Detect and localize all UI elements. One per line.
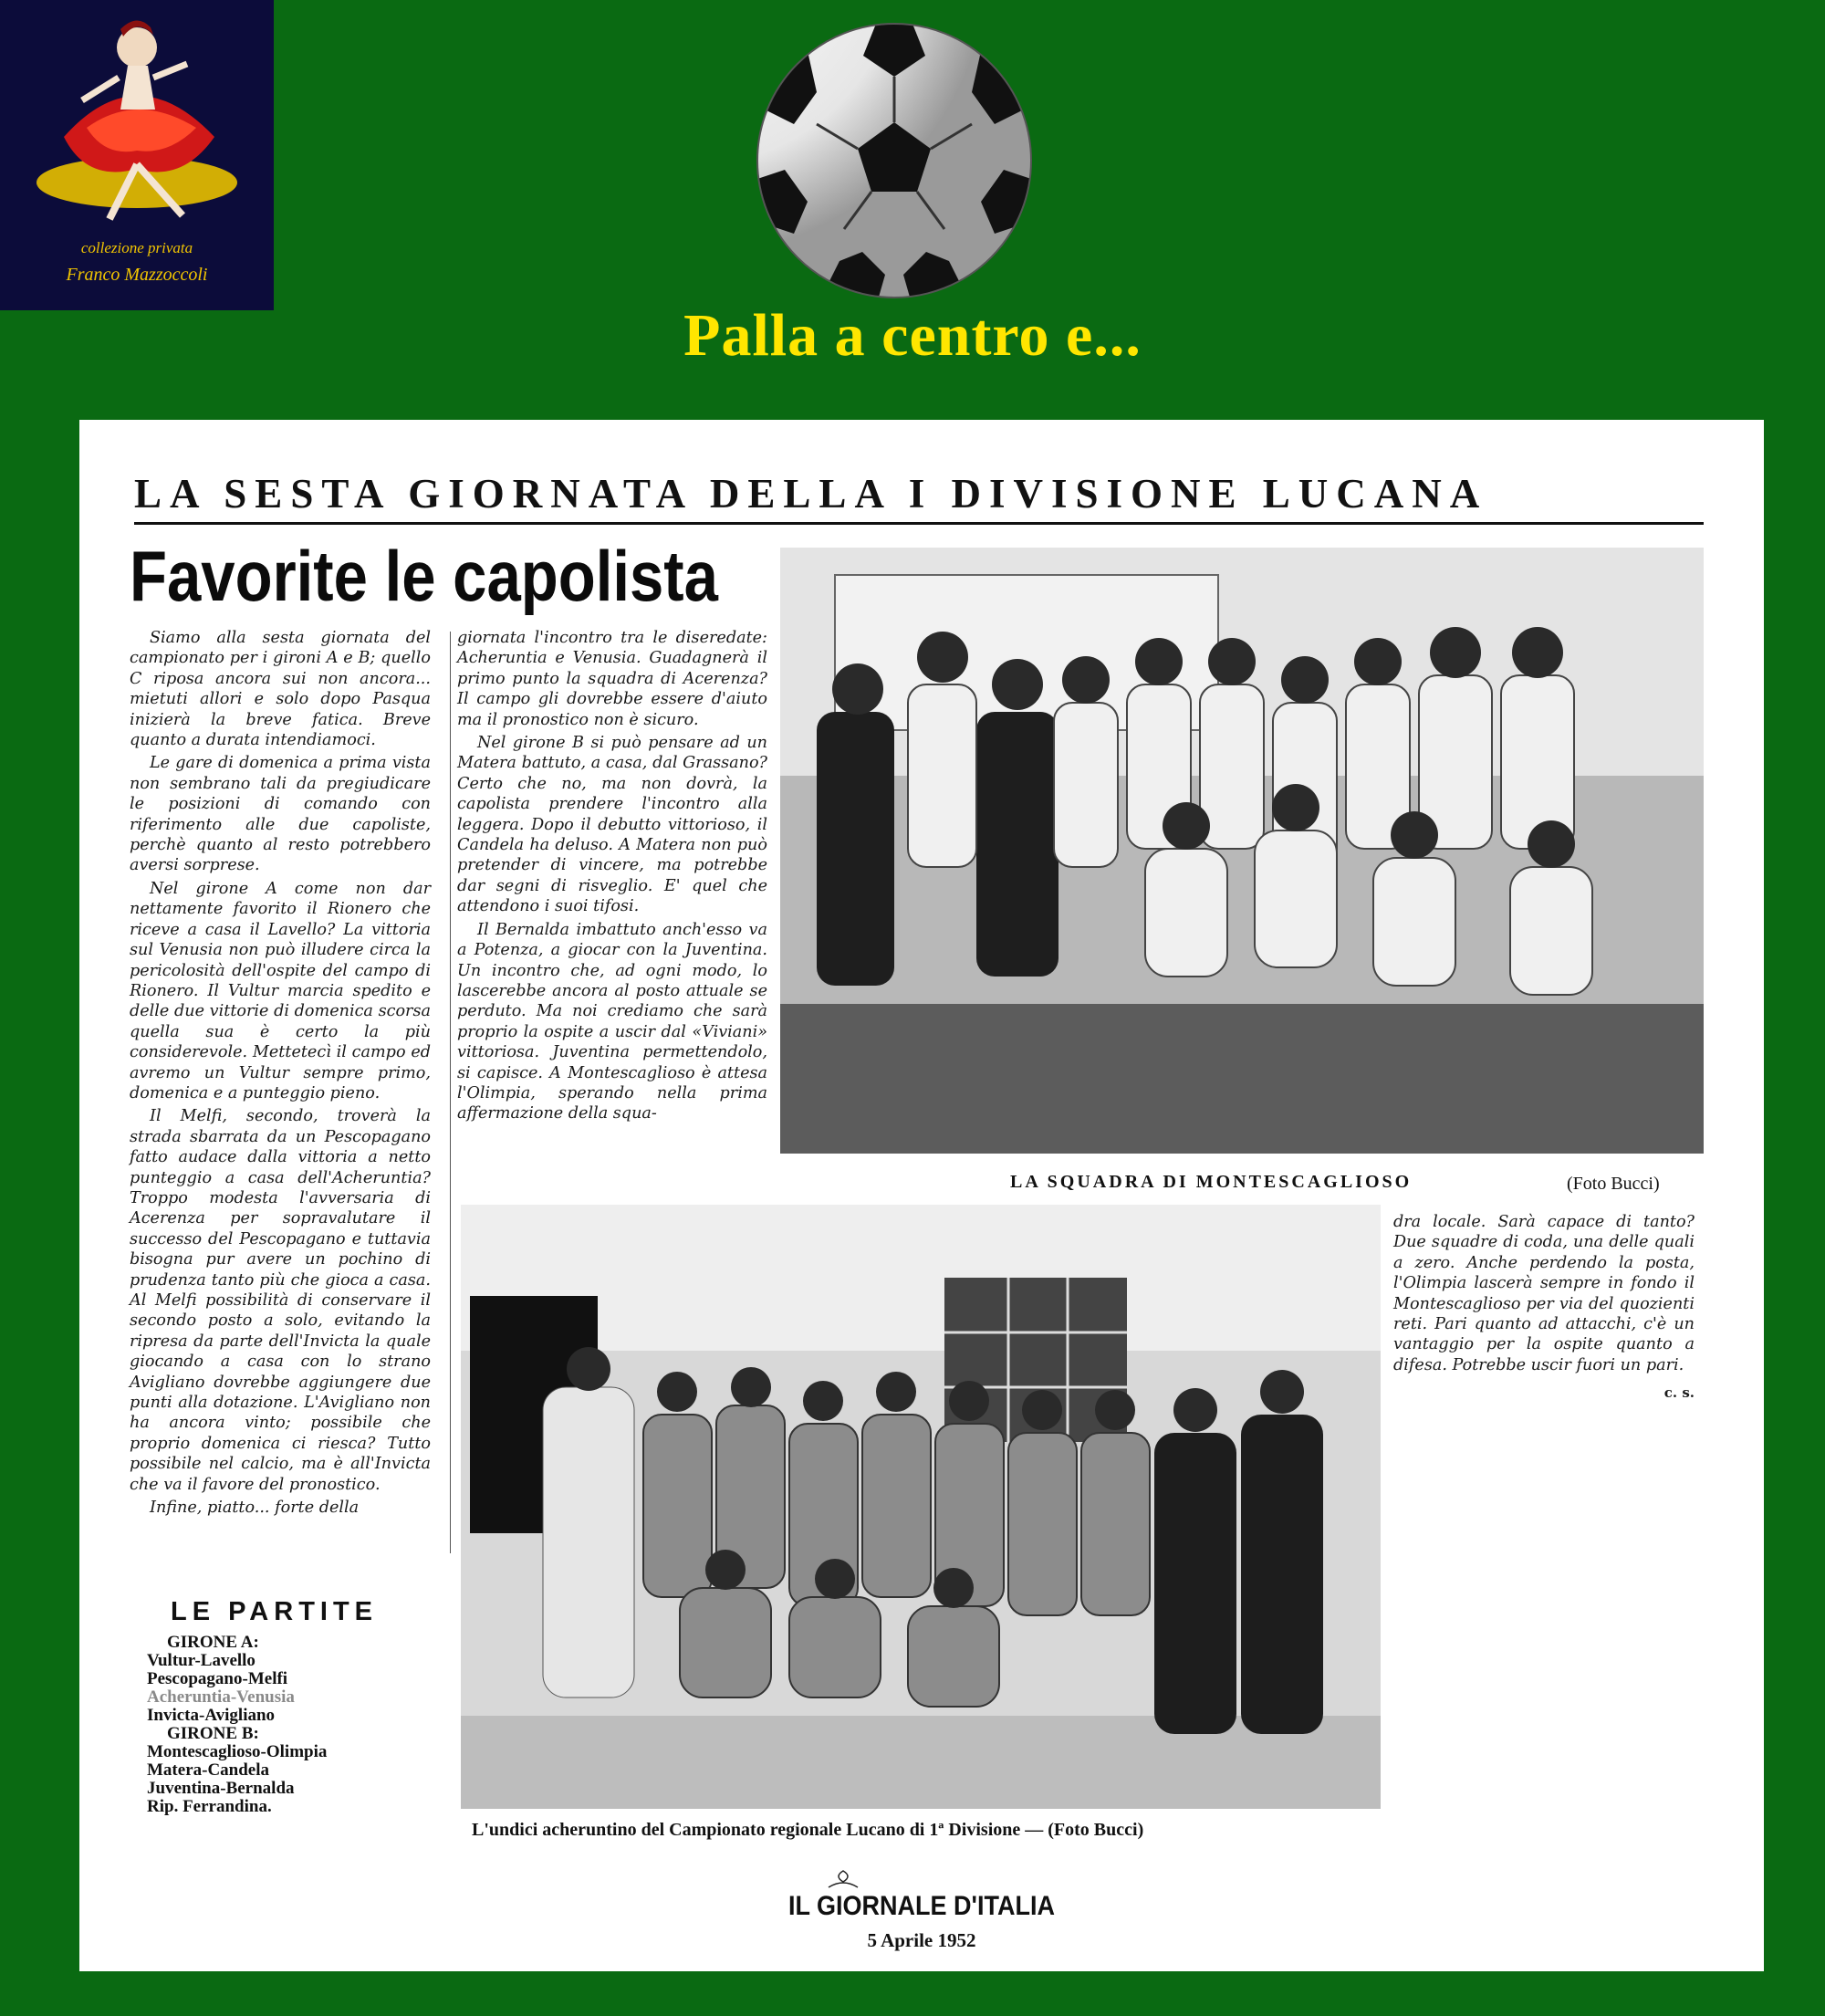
logo-caption-line2: Franco Mazzoccoli bbox=[66, 265, 208, 285]
paragraph: Infine, piatto... forte della bbox=[150, 1499, 360, 1518]
masthead-ornament-icon bbox=[825, 1869, 861, 1893]
team-photo-montescaglioso bbox=[780, 548, 1704, 1154]
paragraph: Siamo alla sesta giornata del campionato per i gironi A e B; quello C riposa ancora sui non ancora... mietuti allori e solo dopo Pasqua inizierà la breve fatica. Breve quanto a durata intendiamoci. bbox=[130, 629, 431, 750]
paragraph: Il Bernalda imbattuto anch'esso va a Potenza, a giocar con la Juventina. Un incontro che, ad ogni modo, lo lascerebbe ancora al posto attuale se perduto. Ma noi crediamo che sarà proprio la ospite a uscir dal «Viviani» vittoriosa. Juventina permettendolo, si capisce. A Montescaglioso è attesa l'Olimpia, sperando nella prima affermazione della squa- bbox=[457, 920, 767, 1123]
paragraph: dra locale. Sarà capace di tanto? Due squadre di coda, una delle quali a zero. Anche perdendo la posta, l'Olimpia lascerà sempre in fondo il Montescaglioso per via del quozienti reti. Pari quanto ad attacchi, c'è un vantaggio per la ospite quanto a difesa. Potrebbe uscir fuori un pari. bbox=[1393, 1213, 1695, 1374]
match-item: Invicta-Avigliano bbox=[147, 1706, 276, 1725]
photo1-caption: LA SQUADRA DI MONTESCAGLIOSO bbox=[1010, 1172, 1413, 1192]
dancer-illustration bbox=[0, 0, 274, 237]
group-a-title: GIRONE A: bbox=[167, 1633, 259, 1652]
article-column-2 bbox=[457, 628, 767, 1127]
kicker-divider bbox=[134, 522, 1704, 525]
author-signature: c. s. bbox=[1663, 1384, 1695, 1402]
match-item: Acheruntia-Venusia bbox=[147, 1687, 295, 1707]
soccer-ball-icon bbox=[750, 16, 1038, 305]
group-b-title: GIRONE B: bbox=[167, 1724, 259, 1743]
team-photo-acheruntia bbox=[461, 1205, 1381, 1809]
newspaper-clipping bbox=[79, 420, 1764, 1971]
logo-caption-line1: collezione privata bbox=[80, 239, 193, 256]
paragraph: Il Melfi, secondo, troverà la strada sbarrata da un Pescopagano fatto audace dalla vittoria a netto punteggio a casa dell'Acheruntia? Troppo modesta l'avversaria di Acerenza per sopravalutare il successo del Pescopagano e tuttavia bisogna pur avere un pochino di prudenza tanto più che gioca a casa. Al Melfi possibilità di conservare il secondo posto a solo, evitando la ripresa da parte dell'Invicta la quale giocando a casa con lo strano Avigliano dovrebbe aggiungere due punti alla dotazione. L'Avigliano non ha ancora vinto; possibile che proprio domenica ci riesca? Tutto possibile nel calcio, ma è all'Invicta che va il favore del pronostico. bbox=[130, 1107, 431, 1494]
paragraph: Nel girone A come non dar nettamente favorito il Rionero che riceve a casa il Lavello? La vittoria sul Venusia non può illudere circa la pericolosità dell'ospite del campo di Rionero. Il Vultur marcia spedito e delle due vittorie di domenica scorsa quella sua è certo la più considerevole. Mettetecì il campo ed avremo un Vultur sempre primo, domenica e a punteggio pieno. bbox=[130, 879, 431, 1102]
article-kicker: LA SESTA GIORNATA DELLA I DIVISIONE LUCANA bbox=[134, 471, 1488, 517]
article-column-3 bbox=[1393, 1212, 1695, 1406]
match-item: Vultur-Lavello bbox=[147, 1651, 256, 1670]
paragraph: giornata l'incontro tra le diseredate: Acheruntia e Venusia. Guadagnerà il primo punto la squadra di Acerenza? Il campo gli dovrebbe essere d'aiuto ma il pronostico non è sicuro. bbox=[457, 629, 767, 729]
newspaper-masthead: IL GIORNALE D'ITALIA bbox=[788, 1891, 1055, 1921]
match-item: Juventina-Bernalda bbox=[147, 1779, 295, 1798]
paragraph: Nel girone B si può pensare ad un Matera battuto, a casa, dal Grassano? Certo che no, ma non dovrà, la capolista prendere l'incontro alla leggera. Dopo il debutto vittorioso, il Candela ha deluso. A Matera non può pretender di vincere, ma potrebbe dar segni di risveglio. E' quel che attendono i suoi tifosi. bbox=[457, 734, 767, 916]
article-title: Favorite le capolista bbox=[130, 536, 718, 616]
match-item: Pescopagano-Melfi bbox=[147, 1669, 288, 1688]
article-column-1 bbox=[130, 628, 431, 1520]
matches-list bbox=[147, 1634, 421, 1816]
match-item: Rip. Ferrandina. bbox=[147, 1797, 272, 1816]
match-item: Matera-Candela bbox=[147, 1760, 270, 1780]
column-divider bbox=[450, 632, 451, 1553]
photo1-credit: (Foto Bucci) bbox=[1567, 1174, 1660, 1194]
collection-logo bbox=[0, 0, 274, 310]
photo2-caption: L'undici acheruntino del Campionato regionale Lucano di 1ª Divisione — (Foto Bucci) bbox=[472, 1820, 1144, 1840]
publication-date: 5 Aprile 1952 bbox=[867, 1929, 976, 1951]
page-headline: Palla a centro e... bbox=[683, 302, 1142, 369]
matches-title: LE PARTITE bbox=[171, 1597, 379, 1626]
match-item: Montescaglioso-Olimpia bbox=[147, 1742, 328, 1761]
paragraph: Le gare di domenica a prima vista non sembrano tali da pregiudicare le posizioni di comando con riferimento alle due capoliste, perchè quanto al resto potrebbero aversi sorprese. bbox=[130, 754, 431, 875]
